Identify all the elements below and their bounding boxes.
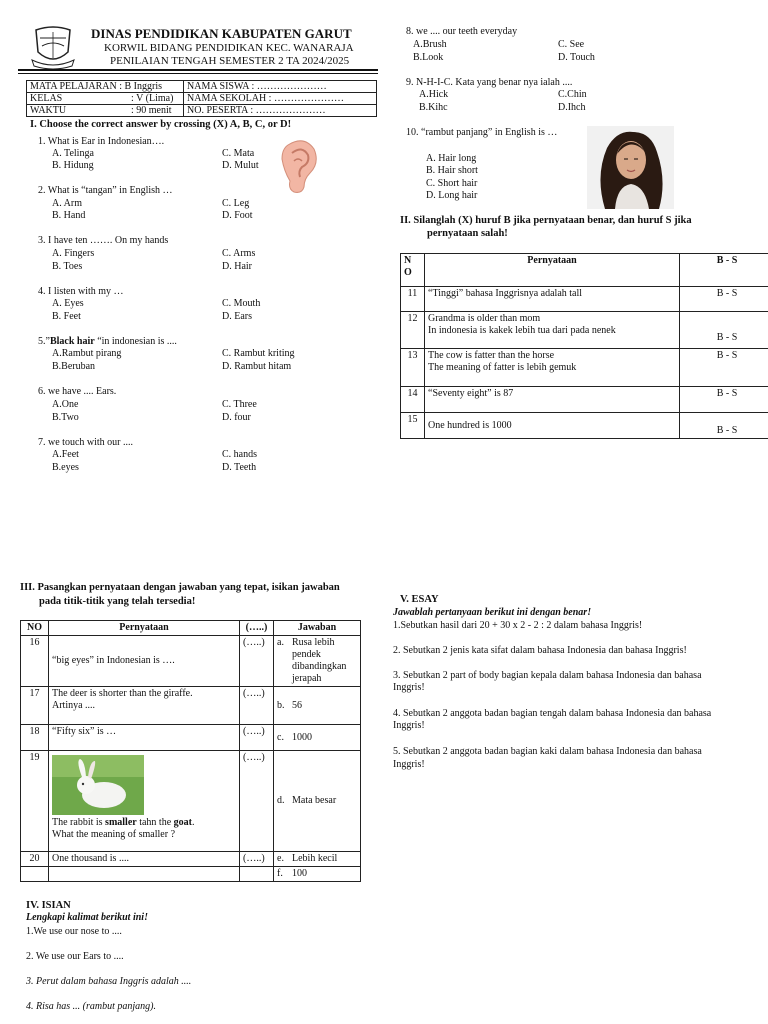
- match-answer-blank[interactable]: (…..): [240, 852, 274, 867]
- essay-q4-line1: 4. Sebutkan 2 anggota badan bagian tengah dalam bahasa Indonesia dan bahasa: [393, 708, 712, 719]
- matching-table: [20, 620, 361, 882]
- match-answer-blank[interactable]: (…..): [240, 636, 274, 687]
- time-cell: [27, 105, 184, 117]
- q3-question: 3. I have ten ……. On my hands: [38, 235, 169, 246]
- tf-row-no: 13: [401, 349, 425, 387]
- q4-option-a[interactable]: A. Eyes: [52, 298, 84, 309]
- time-value: : 90 menit: [131, 105, 172, 116]
- q7-option-c[interactable]: C. hands: [222, 449, 257, 460]
- match-row-no: 18: [21, 725, 49, 751]
- tf-row-statement: One hundred is 1000: [425, 413, 680, 439]
- q1-option-a[interactable]: A. Telinga: [52, 148, 94, 159]
- rabbit-image: [52, 755, 144, 815]
- q2-option-c[interactable]: C. Leg: [222, 198, 250, 209]
- q6-question: 6. we have .... Ears.: [38, 386, 117, 397]
- tf-col-statement: Pernyataan: [425, 254, 680, 287]
- q2-option-a[interactable]: A. Arm: [52, 198, 82, 209]
- q4-option-c[interactable]: C. Mouth: [222, 298, 261, 309]
- tf-row-statement: The cow is fatter than the horse The meaning of fatter is lebih gemuk: [425, 349, 680, 387]
- match-answer-option: f. 100: [274, 867, 361, 882]
- fill-item-3: 3. Perut dalam bahasa Inggris adalah ....: [26, 976, 192, 987]
- header-rule-thick: [18, 69, 378, 71]
- q10-option-a[interactable]: A. Hair long: [426, 153, 477, 164]
- time-label: WAKTU: [30, 105, 67, 116]
- q3-option-a[interactable]: A. Fingers: [52, 248, 95, 259]
- tf-row-bs[interactable]: B - S: [680, 387, 768, 413]
- header-line3: PENILAIAN TENGAH SEMESTER 2 TA 2024/2025: [110, 55, 350, 67]
- q8-option-b[interactable]: B.Look: [413, 52, 444, 63]
- ear-image: [274, 137, 322, 195]
- q9-question: 9. N-H-I-C. Kata yang benar nya ialah ....: [406, 77, 573, 88]
- q10-question: 10. “rambut panjang” in English is …: [406, 127, 558, 138]
- section4-heading: IV. ISIAN: [26, 900, 71, 911]
- q6-option-c[interactable]: C. Three: [222, 399, 257, 410]
- essay-q5-line2: Inggris!: [393, 759, 425, 770]
- essay-q4-line2: Inggris!: [393, 720, 425, 731]
- tf-row-statement: Grandma is older than mom In indonesia is kakek lebih tua dari pada nenek: [425, 312, 680, 349]
- tf-row-bs[interactable]: B - S: [680, 287, 768, 312]
- q5-prefix: 5.”: [38, 336, 50, 347]
- header-line2: KORWIL BIDANG PENDIDIKAN KEC. WANARAJA: [104, 42, 354, 54]
- tf-col-no: N O: [401, 254, 425, 287]
- q4-option-d[interactable]: D. Ears: [222, 311, 252, 322]
- match-row-no: 20: [21, 852, 49, 867]
- tf-row-bs[interactable]: B - S: [680, 312, 768, 349]
- match-row-statement: “big eyes” in Indonesian is ….: [49, 636, 240, 687]
- q5-option-b[interactable]: B.Beruban: [52, 361, 96, 372]
- q5-suffix: “in indonesian is ....: [94, 336, 177, 347]
- section3-heading-line1: III. Pasangkan pernyataan dengan jawaban yang tepat, isikan jawaban: [20, 582, 340, 593]
- class-label: KELAS: [30, 93, 63, 104]
- student-info-table: [26, 80, 377, 117]
- q5-option-a[interactable]: A.Rambut pirang: [52, 348, 122, 359]
- q2-option-b[interactable]: B. Hand: [52, 210, 86, 221]
- section4-subheading: Lengkapi kalimat berikut ini!: [26, 912, 148, 923]
- match-col-statement: Pernyataan: [49, 621, 240, 636]
- essay-q2: 2. Sebutkan 2 jenis kata sifat dalam bahasa Indonesia dan bahasa Inggris!: [393, 645, 687, 656]
- section5-heading: V. ESAY: [400, 594, 439, 605]
- tf-col-bs: B - S: [680, 254, 768, 287]
- q4-question: 4. I listen with my …: [38, 286, 124, 297]
- essay-q5-line1: 5. Sebutkan 2 anggota badan bagian kaki dalam bahasa Indonesia dan bahasa: [393, 746, 702, 757]
- q5-option-d[interactable]: D. Rambut hitam: [222, 361, 292, 372]
- match-answer-option: a. Rusa lebih pendek dibandingkan jerapah: [274, 636, 361, 687]
- q5-question: [38, 336, 177, 348]
- long-hair-woman-photo: [587, 126, 674, 209]
- q1-option-d[interactable]: D. Mulut: [222, 160, 259, 171]
- match-row-no: 17: [21, 687, 49, 725]
- q9-option-b[interactable]: B.Kihc: [419, 102, 448, 113]
- match-col-answer: Jawaban: [274, 621, 361, 636]
- match-col-no: NO: [21, 621, 49, 636]
- match-row-statement: The rabbit is smaller tahn the goat. What the meaning of smaller ?: [49, 751, 240, 852]
- q1-option-b[interactable]: B. Hidung: [52, 160, 94, 171]
- q7-option-b[interactable]: B.eyes: [52, 462, 79, 473]
- q7-option-d[interactable]: D. Teeth: [222, 462, 257, 473]
- class-cell: [27, 93, 184, 105]
- q6-option-d[interactable]: D. four: [222, 412, 251, 423]
- q6-option-a[interactable]: A.One: [52, 399, 79, 410]
- match-row-statement: The deer is shorter than the giraffe. Artinya ....: [49, 687, 240, 725]
- tf-row-statement: “Tinggi” bahasa Inggrisnya adalah tall: [425, 287, 680, 312]
- section1-heading: I. Choose the correct answer by crossing (X) A, B, C, or D!: [30, 119, 292, 130]
- match-answer-option: b. 56: [274, 687, 361, 725]
- q7-question: 7. we touch with our ....: [38, 437, 133, 448]
- match-row-statement: “Fifty six” is …: [49, 725, 240, 751]
- fill-item-2: 2. We use our Ears to ....: [26, 951, 124, 962]
- q8-option-d[interactable]: D. Touch: [558, 52, 595, 63]
- garut-logo: [28, 22, 78, 72]
- match-row-no: 16: [21, 636, 49, 687]
- tf-row-no: 15: [401, 413, 425, 439]
- match-answer-option: e. Lebih kecil: [274, 852, 361, 867]
- q8-question: 8. we .... our teeth everyday: [406, 26, 518, 37]
- section2-heading-line2: pernyataan salah!: [427, 228, 508, 239]
- fill-item-4: 4. Risa has ... (rambut panjang).: [26, 1001, 156, 1012]
- q5-option-c[interactable]: C. Rambut kriting: [222, 348, 295, 359]
- q10-option-d[interactable]: D. Long hair: [426, 190, 478, 201]
- header-title: DINAS PENDIDIKAN KABUPATEN GARUT: [91, 26, 352, 41]
- tf-row-statement: “Seventy eight” is 87: [425, 387, 680, 413]
- match-answer-blank[interactable]: (…..): [240, 725, 274, 751]
- q9-option-c[interactable]: C.Chin: [558, 89, 587, 100]
- q8-option-c[interactable]: C. See: [558, 39, 585, 50]
- match-row-no: 19: [21, 751, 49, 852]
- q1-question: 1. What is Ear in Indonesian….: [38, 136, 165, 147]
- q9-option-d[interactable]: D.Ihch: [558, 102, 586, 113]
- q5-bold-term: Black hair: [49, 336, 95, 347]
- match-answer-option: c. 1000: [274, 725, 361, 751]
- q1-option-c[interactable]: C. Mata: [222, 148, 255, 159]
- q7-option-a[interactable]: A.Feet: [52, 449, 79, 460]
- essay-q1: 1.Sebutkan hasil dari 20 + 30 x 2 - 2 : 2 dalam bahasa Inggris!: [393, 620, 643, 631]
- q4-option-b[interactable]: B. Feet: [52, 311, 81, 322]
- q6-option-b[interactable]: B.Two: [52, 412, 79, 423]
- q8-option-a[interactable]: A.Brush: [413, 39, 447, 50]
- q9-option-a[interactable]: A.Hick: [419, 89, 449, 100]
- match-answer-blank[interactable]: (…..): [240, 687, 274, 725]
- q3-option-c[interactable]: C. Arms: [222, 248, 256, 259]
- match-answer-option: d. Mata besar: [274, 751, 361, 852]
- school-name-field[interactable]: NAMA SEKOLAH : …………………: [184, 93, 377, 105]
- tf-row-no: 12: [401, 312, 425, 349]
- essay-q3-line2: Inggris!: [393, 682, 425, 693]
- tf-row-no: 11: [401, 287, 425, 312]
- class-value: : V (Lima): [131, 93, 174, 104]
- participant-number-field[interactable]: NO. PESERTA : …………………: [184, 105, 377, 117]
- q10-option-c[interactable]: C. Short hair: [426, 178, 478, 189]
- match-answer-blank[interactable]: (…..): [240, 751, 274, 852]
- q3-option-b[interactable]: B. Toes: [52, 261, 83, 272]
- essay-q3-line1: 3. Sebutkan 2 part of body bagian kepala dalam bahasa Indonesia dan bahasa: [393, 670, 702, 681]
- q10-option-b[interactable]: B. Hair short: [426, 165, 478, 176]
- true-false-table: [400, 253, 768, 439]
- header-rule-thin: [18, 73, 378, 74]
- section2-heading-line1: II. Silanglah (X) huruf B jika pernyataan benar, dan huruf S jika: [400, 215, 692, 226]
- student-name-field[interactable]: NAMA SISWA : …………………: [184, 81, 377, 93]
- tf-row-no: 14: [401, 387, 425, 413]
- q2-option-d[interactable]: D. Foot: [222, 210, 253, 221]
- match-row-statement: One thousand is ....: [49, 852, 240, 867]
- match-col-dots: (…..): [240, 621, 274, 636]
- section3-heading-line2: pada titik-titik yang telah tersedia!: [39, 596, 196, 607]
- section5-subheading: Jawablah pertanyaan berikut ini dengan benar!: [393, 607, 592, 618]
- fill-item-1: 1.We use our nose to ....: [26, 926, 122, 937]
- subject-cell: MATA PELAJARAN : B Inggris: [27, 81, 184, 93]
- q2-question: 2. What is “tangan” in English …: [38, 185, 173, 196]
- tf-row-bs[interactable]: B - S: [680, 349, 768, 387]
- q3-option-d[interactable]: D. Hair: [222, 261, 252, 272]
- tf-row-bs[interactable]: B - S: [680, 413, 768, 439]
